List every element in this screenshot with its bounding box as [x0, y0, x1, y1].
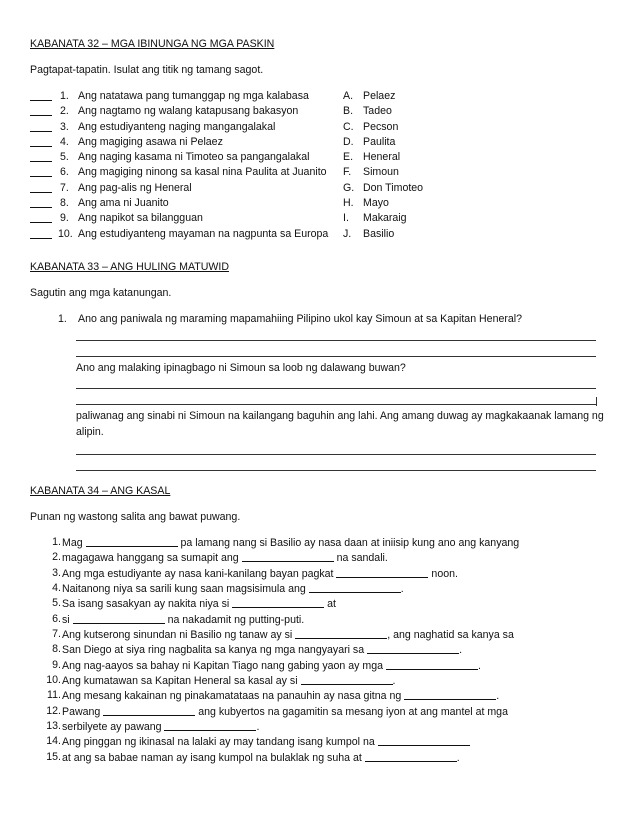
answer-blank[interactable]	[336, 566, 428, 578]
choice-item: G. Don Timoteo	[343, 181, 424, 194]
answer-blank[interactable]	[103, 704, 195, 716]
answer-blank[interactable]	[73, 612, 165, 624]
choice-item: E. Heneral	[343, 151, 401, 164]
choice-item: D. Paulita	[343, 135, 396, 148]
answer-blank[interactable]	[30, 104, 52, 116]
chapter-34-heading: KABANATA 34 – ANG KASAL	[30, 485, 171, 497]
list-item: 14. Ang pinggan ng ikinasal na lalaki ay may tandang isang kumpol na	[36, 734, 616, 749]
answer-line[interactable]	[76, 404, 596, 405]
list-item: 12. Pawang ang kubyertos na gagamitin sa mesang iyon at ang mantel at mga	[46, 704, 508, 718]
answer-blank[interactable]	[30, 211, 52, 223]
list-item: 6. si na nakadamit ng putting-puti.	[52, 612, 305, 626]
list-item: 4. Naitanong niya sa sarili kung saan magsisimula ang .	[52, 582, 404, 596]
list-item: 15. at ang sa babae naman ay isang kumpol na bulaklak ng suha at .	[46, 750, 460, 764]
answer-blank[interactable]	[386, 658, 478, 670]
answer-line[interactable]	[76, 388, 596, 389]
answer-blank[interactable]	[30, 227, 52, 239]
list-item: 7. Ang kutserong sinundan ni Basilio ng tanaw ay si , ang naghatid sa kanya sa	[52, 628, 514, 642]
choice-item: A. Pelaez	[343, 90, 396, 102]
choice-item: F. Simoun	[343, 166, 399, 179]
answer-blank[interactable]	[378, 734, 470, 746]
chapter-32-instruction: Pagtapat-tapatin. Isulat ang titik ng tamang sagot.	[30, 64, 264, 76]
answer-blank[interactable]	[30, 181, 52, 193]
list-item: 2. magagawa hanggang sa sumapit ang na sandali.	[52, 551, 388, 565]
choice-item: H. Mayo	[343, 197, 389, 210]
question-text: Ano ang paniwala ng maraming mapamahiing Pilipino ukol kay Simoun at sa Kapitan Heneral?	[78, 313, 523, 325]
answer-blank[interactable]	[30, 165, 52, 177]
list-item: 10. Ang estudiyanteng mayaman na nagpunta sa Europa	[30, 227, 430, 242]
question-text: alipin.	[76, 426, 104, 438]
answer-blank[interactable]	[365, 750, 457, 762]
list-item: 1. Mag pa lamang nang si Basilio ay nasa daan at iniisip kung ano ang kanyang	[52, 536, 520, 549]
answer-line[interactable]	[76, 470, 596, 471]
list-item: 3. Ang mga estudiyante ay nasa kani-kanilang bayan pagkat noon.	[52, 566, 458, 580]
list-item: 9. Ang napikot sa bilangguan	[30, 211, 430, 226]
answer-line[interactable]	[76, 454, 596, 455]
list-item: 10. Ang kumatawan sa Kapitan Heneral sa kasal ay si .	[46, 674, 396, 688]
answer-blank[interactable]	[30, 150, 52, 162]
list-item: 6. Ang magiging ninong sa kasal nina Paulita at Juanito	[30, 165, 430, 180]
chapter-33-instruction: Sagutin ang mga katanungan.	[30, 287, 172, 299]
list-item: 8. Ang ama ni Juanito	[30, 196, 430, 211]
choice-item: I. Makaraig	[343, 212, 407, 225]
list-item: 5. Ang naging kasama ni Timoteo sa pangangalakal	[30, 150, 430, 165]
answer-blank[interactable]	[164, 719, 256, 731]
answer-blank[interactable]	[301, 673, 393, 685]
chapter-32-heading: KABANATA 32 – MGA IBINUNGA NG MGA PASKIN	[30, 38, 275, 50]
answer-blank[interactable]	[309, 581, 401, 593]
answer-blank[interactable]	[30, 135, 52, 147]
line-end-mark	[596, 397, 597, 406]
chapter-34-instruction: Punan ng wastong salita ang bawat puwang.	[30, 511, 241, 523]
list-item: 3. Ang estudiyanteng naging mangangalakal	[30, 120, 430, 135]
list-item: 11. Ang mesang kakainan ng pinakamatataas na panauhin ay nasa gitna ng .	[47, 689, 500, 703]
answer-blank[interactable]	[30, 89, 52, 101]
chapter-33-heading: KABANATA 33 – ANG HULING MATUWID	[30, 261, 229, 273]
question-number: 1.	[58, 313, 67, 325]
question-text: Ano ang malaking ipinagbago ni Simoun sa loob ng dalawang buwan?	[76, 362, 406, 374]
list-item: 4. Ang magiging asawa ni Pelaez	[30, 135, 430, 150]
answer-blank[interactable]	[242, 550, 334, 562]
choices-list	[343, 89, 493, 242]
answer-blank[interactable]	[30, 120, 52, 132]
answer-blank[interactable]	[404, 688, 496, 700]
list-item: 2. Ang nagtamo ng walang katapusang bakasyon	[30, 104, 430, 119]
answer-blank[interactable]	[86, 535, 178, 547]
list-item: 7. Ang pag-alis ng Heneral	[30, 181, 430, 196]
answer-line[interactable]	[76, 340, 596, 341]
list-item: 13. serbilyete ay pawang .	[46, 720, 260, 734]
choice-item: B. Tadeo	[343, 105, 392, 118]
fill-in-items	[36, 535, 616, 765]
list-item: 9. Ang nag-aayos sa bahay ni Kapitan Tiago nang gabing yaon ay mga .	[52, 658, 481, 672]
answer-blank[interactable]	[295, 627, 387, 639]
answer-blank[interactable]	[30, 196, 52, 208]
choice-item: C. Pecson	[343, 120, 399, 133]
list-item: 5. Sa isang sasakyan ay nakita niya si at	[52, 597, 336, 611]
list-item: 1. Ang natatawa pang tumanggap ng mga kalabasa	[30, 89, 430, 104]
question-text: paliwanag ang sinabi ni Simoun na kailangang baguhin ang lahi. Ang amang duwag ay magkakaanak lamang ng	[76, 410, 604, 422]
choice-item: J. Basilio	[343, 227, 395, 240]
answer-blank[interactable]	[232, 596, 324, 608]
answer-blank[interactable]	[367, 642, 459, 654]
answer-line[interactable]	[76, 356, 596, 357]
list-item: 8. San Diego at siya ring nagbalita sa kanya ng mga nangyayari sa .	[52, 643, 463, 657]
